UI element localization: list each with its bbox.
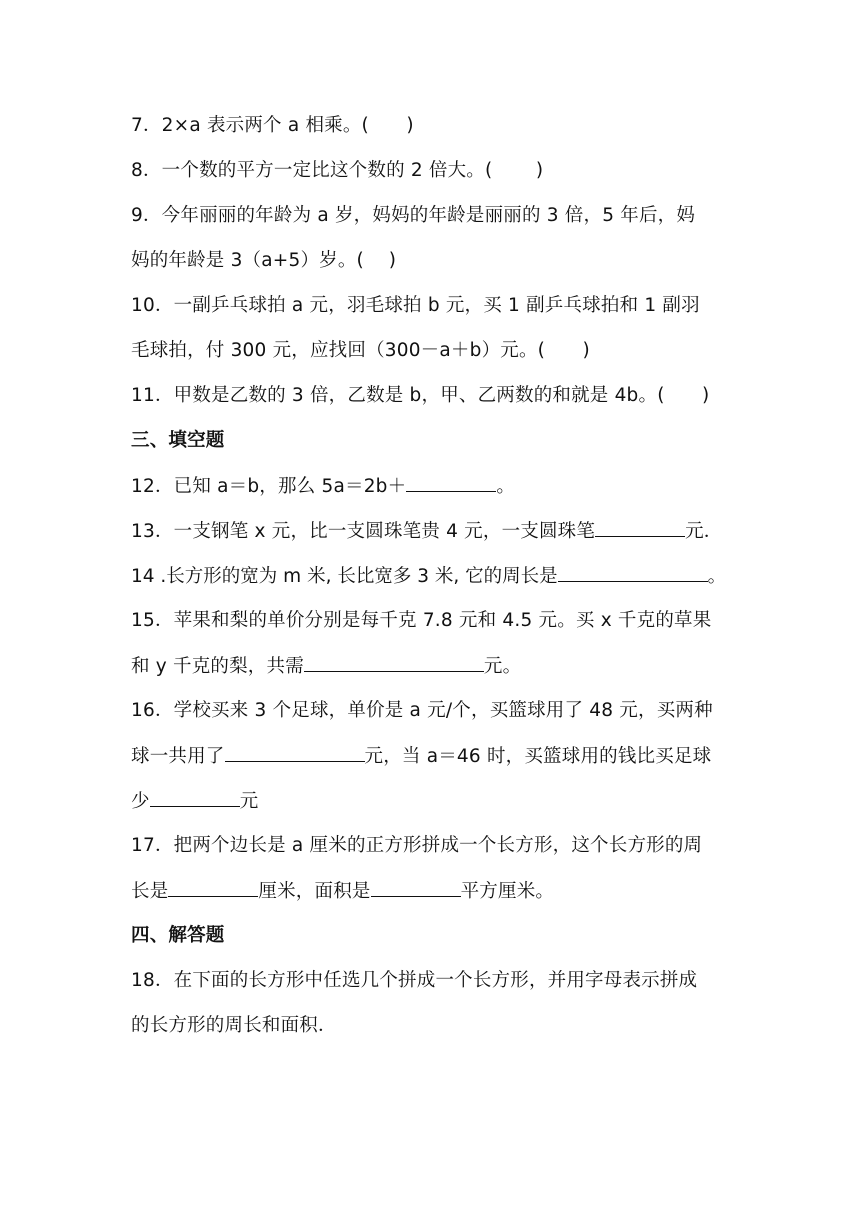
question-17-mid: 厘米，面积是 bbox=[258, 881, 371, 902]
question-16-line-2 bbox=[131, 744, 711, 769]
answer-blank[interactable] bbox=[304, 654, 484, 672]
answer-blank[interactable] bbox=[150, 789, 240, 807]
answer-blank[interactable] bbox=[558, 564, 708, 582]
question-9-line-2: 妈的年龄是 3（a+5）岁。( ) bbox=[131, 250, 397, 271]
question-13-text: 13．一支钢笔 x 元，比一支圆珠笔贵 4 元，一支圆珠笔 bbox=[131, 521, 596, 542]
question-15-tail: 元。 bbox=[483, 656, 522, 677]
question-16-text: 球一共用了 bbox=[131, 746, 225, 767]
question-16-tail: 元 bbox=[239, 791, 259, 812]
question-15-line-2 bbox=[131, 654, 521, 679]
question-12 bbox=[131, 474, 515, 499]
question-10-line-2: 毛球拍，付 300 元，应找回（300－a＋b）元。( ) bbox=[131, 340, 590, 361]
question-7: 7．2×a 表示两个 a 相乘。( ) bbox=[131, 115, 414, 136]
question-17-text: 长是 bbox=[131, 881, 169, 902]
question-10-line-1: 10．一副乒乓球拍 a 元，羽毛球拍 b 元，买 1 副乒乓球拍和 1 副羽 bbox=[131, 295, 700, 316]
section-answer-heading: 四、解答题 bbox=[131, 925, 225, 946]
question-16-line-3 bbox=[131, 789, 258, 814]
answer-blank[interactable] bbox=[406, 474, 496, 492]
question-14 bbox=[131, 564, 726, 589]
answer-blank[interactable] bbox=[371, 879, 461, 897]
answer-blank[interactable] bbox=[595, 519, 685, 537]
question-12-text: 12．已知 a＝b，那么 5a＝2b＋ bbox=[131, 476, 407, 497]
answer-blank[interactable] bbox=[168, 879, 258, 897]
question-17-line-2 bbox=[131, 879, 554, 904]
question-8: 8．一个数的平方一定比这个数的 2 倍大。( ) bbox=[131, 160, 544, 181]
question-15-text: 和 y 千克的梨，共需 bbox=[131, 656, 304, 677]
question-14-text: 14 .长方形的宽为 m 米, 长比宽多 3 米, 它的周长是 bbox=[131, 566, 558, 587]
question-17-tail: 平方厘米。 bbox=[460, 881, 555, 902]
question-16-mid: 元，当 a＝46 时，买篮球用的钱比买足球 bbox=[364, 746, 712, 767]
question-18-line-2: 的长方形的周长和面积． bbox=[131, 1015, 337, 1036]
question-14-tail: 。 bbox=[707, 566, 727, 587]
question-11: 11．甲数是乙数的 3 倍，乙数是 b，甲、乙两数的和就是 4b。( ) bbox=[131, 385, 710, 406]
question-13-tail: 元． bbox=[685, 521, 723, 542]
question-18-line-1: 18．在下面的长方形中任选几个拼成一个长方形，并用字母表示拼成 bbox=[131, 970, 698, 991]
section-fill-in-heading: 三、填空题 bbox=[131, 430, 225, 451]
question-16-prefix: 少 bbox=[131, 791, 150, 812]
question-16-line-1: 16．学校买来 3 个足球，单价是 a 元/个，买篮球用了 48 元，买两种 bbox=[131, 700, 713, 721]
question-12-tail: 。 bbox=[496, 476, 516, 497]
question-9-line-1: 9．今年丽丽的年龄为 a 岁，妈妈的年龄是丽丽的 3 倍，5 年后，妈 bbox=[131, 205, 696, 226]
question-13 bbox=[131, 519, 723, 544]
answer-blank[interactable] bbox=[225, 744, 365, 762]
question-15-line-1: 15．苹果和梨的单价分别是每千克 7.8 元和 4.5 元。买 x 千克的草果 bbox=[131, 610, 712, 631]
question-17-line-1: 17．把两个边长是 a 厘米的正方形拼成一个长方形，这个长方形的周 bbox=[131, 835, 703, 856]
